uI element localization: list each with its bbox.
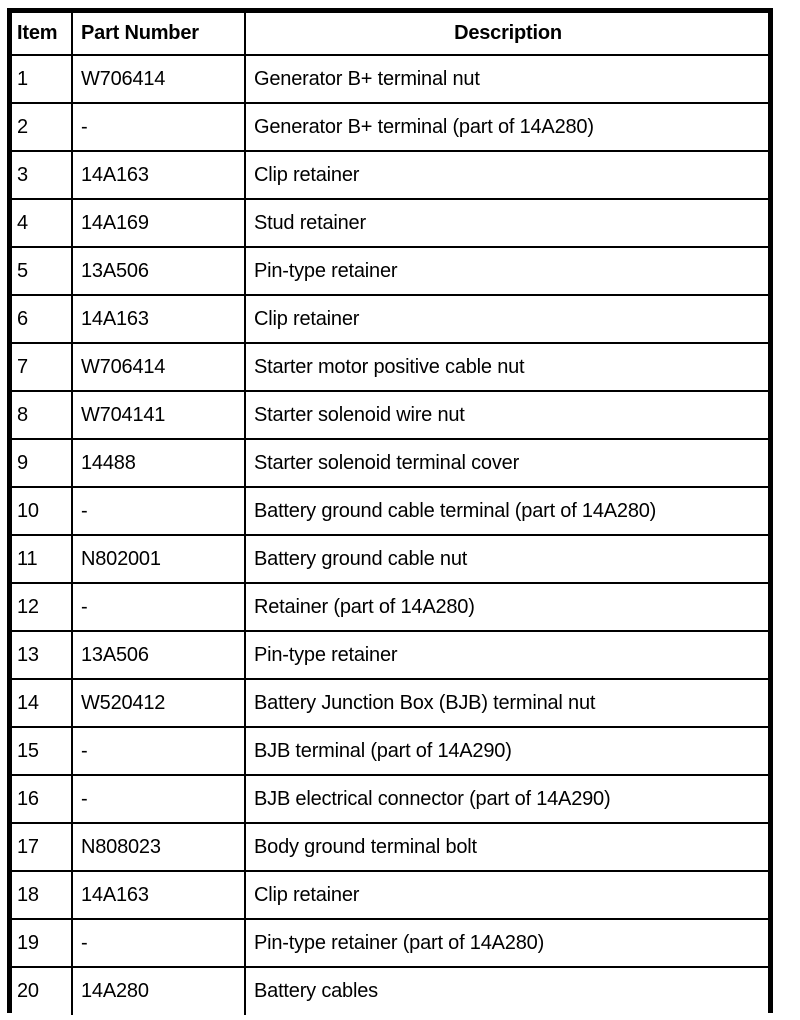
item-cell: 5 [12,247,72,295]
part-number-cell: N802001 [72,535,245,583]
part-number-cell: 14488 [72,439,245,487]
part-number-cell: W704141 [72,391,245,439]
table-row [12,151,768,199]
item-cell: 18 [12,871,72,919]
column-header-item: Item [12,13,72,55]
description-cell: Starter solenoid terminal cover [245,439,768,487]
description-cell: Clip retainer [245,295,768,343]
part-number-cell: N808023 [72,823,245,871]
table-row [12,535,768,583]
description-cell: Generator B+ terminal nut [245,55,768,103]
table-row [12,775,768,823]
table-row [12,967,768,1015]
part-number-cell: 14A163 [72,151,245,199]
part-number-cell: 14A280 [72,967,245,1015]
item-cell: 10 [12,487,72,535]
table-row [12,727,768,775]
description-cell: Body ground terminal bolt [245,823,768,871]
parts-table-body [12,55,768,1015]
part-number-cell: - [72,919,245,967]
table-row [12,103,768,151]
table-row [12,391,768,439]
table-row [12,247,768,295]
table-row [12,871,768,919]
item-cell: 2 [12,103,72,151]
description-cell: Stud retainer [245,199,768,247]
description-cell: Battery ground cable nut [245,535,768,583]
item-cell: 11 [12,535,72,583]
description-cell: Clip retainer [245,151,768,199]
description-cell: Battery Junction Box (BJB) terminal nut [245,679,768,727]
table-row [12,55,768,103]
description-cell: BJB electrical connector (part of 14A290) [245,775,768,823]
table-row [12,919,768,967]
part-number-cell: 14A169 [72,199,245,247]
description-cell: Clip retainer [245,871,768,919]
item-cell: 9 [12,439,72,487]
part-number-cell: W706414 [72,343,245,391]
table-row [12,439,768,487]
item-cell: 20 [12,967,72,1015]
part-number-cell: 14A163 [72,295,245,343]
part-number-cell: 13A506 [72,247,245,295]
description-cell: BJB terminal (part of 14A290) [245,727,768,775]
item-cell: 12 [12,583,72,631]
parts-table [12,13,768,1015]
item-cell: 7 [12,343,72,391]
item-cell: 19 [12,919,72,967]
table-row [12,583,768,631]
description-cell: Pin-type retainer [245,631,768,679]
table-row [12,343,768,391]
table-row [12,631,768,679]
item-cell: 17 [12,823,72,871]
column-header-description: Description [245,13,768,55]
description-cell: Starter motor positive cable nut [245,343,768,391]
description-cell: Generator B+ terminal (part of 14A280) [245,103,768,151]
part-number-cell: 13A506 [72,631,245,679]
part-number-cell: - [72,487,245,535]
table-row [12,487,768,535]
table-row [12,823,768,871]
parts-table-header [12,13,768,55]
part-number-cell: - [72,103,245,151]
description-cell: Battery ground cable terminal (part of 14A280) [245,487,768,535]
parts-table-frame [7,8,773,1013]
table-row [12,295,768,343]
part-number-cell: - [72,583,245,631]
description-cell: Pin-type retainer [245,247,768,295]
item-cell: 16 [12,775,72,823]
description-cell: Retainer (part of 14A280) [245,583,768,631]
item-cell: 3 [12,151,72,199]
part-number-cell: - [72,727,245,775]
table-row [12,199,768,247]
header-row [12,13,768,55]
part-number-cell: - [72,775,245,823]
item-cell: 15 [12,727,72,775]
part-number-cell: W706414 [72,55,245,103]
column-header-part-number: Part Number [72,13,245,55]
description-cell: Starter solenoid wire nut [245,391,768,439]
part-number-cell: 14A163 [72,871,245,919]
item-cell: 1 [12,55,72,103]
table-row [12,679,768,727]
item-cell: 13 [12,631,72,679]
item-cell: 4 [12,199,72,247]
item-cell: 6 [12,295,72,343]
description-cell: Pin-type retainer (part of 14A280) [245,919,768,967]
description-cell: Battery cables [245,967,768,1015]
item-cell: 8 [12,391,72,439]
part-number-cell: W520412 [72,679,245,727]
item-cell: 14 [12,679,72,727]
